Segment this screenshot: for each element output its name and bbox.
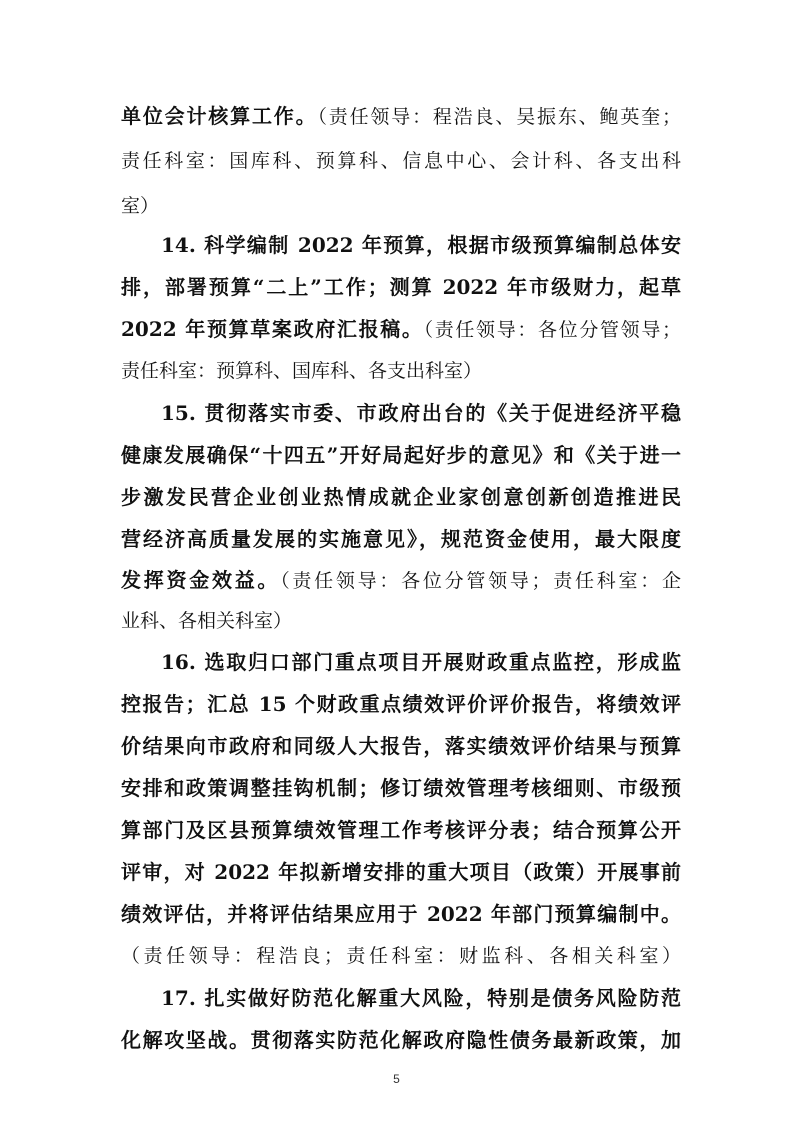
paragraph-15-responsibility: （责任领导：各位分管领导；责任科室：企 bbox=[280, 570, 681, 592]
paragraph-17-line-2: 化解攻坚战。贯彻落实防范化解政府隐性债务最新政策，加 bbox=[121, 1028, 681, 1052]
paragraph-13-line-2: 责任科室：国库科、预算科、信息中心、会计科、各支出科 bbox=[121, 150, 681, 172]
paragraph-15-line-5 bbox=[121, 564, 681, 596]
paragraph-14-line-2: 排，部署预算“二上”工作；测算 2022 年市级财力，起草 bbox=[121, 275, 681, 299]
paragraph-16-line-7: 绩效评估，并将评估结果应用于 2022 年部门预算编制中。 bbox=[121, 902, 681, 926]
paragraph-13-line-3: 室） bbox=[121, 195, 160, 217]
paragraph-14-line-4: 责任科室：预算科、国库科、各支出科室） bbox=[121, 360, 483, 382]
paragraph-16-line-5: 算部门及区县预算绩效管理工作考核评分表；结合预算公开 bbox=[121, 818, 681, 842]
paragraph-13-responsibility: （责任领导：程浩良、吴振东、鲍英奎； bbox=[317, 106, 681, 128]
paragraph-13-bold-text: 单位会计核算工作。 bbox=[121, 104, 318, 128]
paragraph-16-line-6: 评审，对 2022 年拟新增安排的重大项目（政策）开展事前 bbox=[121, 860, 681, 884]
paragraph-15-line-3: 步激发民营企业创业热情成就企业家创意创新创造推进民 bbox=[121, 485, 681, 509]
paragraph-14-bold-text: 2022 年预算草案政府汇报稿。 bbox=[121, 317, 424, 341]
paragraph-15-line-1: 15. 贯彻落实市委、市政府出台的《关于促进经济平稳 bbox=[161, 401, 681, 425]
paragraph-16-line-1: 16. 选取归口部门重点项目开展财政重点监控，形成监 bbox=[161, 650, 681, 674]
paragraph-13-line-1 bbox=[121, 100, 681, 132]
paragraph-16-line-4: 安排和政策调整挂钩机制；修订绩效管理考核细则、市级预 bbox=[121, 776, 681, 800]
page-number: 5 bbox=[393, 1072, 400, 1086]
paragraph-15-line-6: 业科、各相关科室） bbox=[121, 610, 293, 632]
paragraph-14-line-3 bbox=[121, 313, 681, 345]
paragraph-16-line-3: 价结果向市政府和同级人大报告，落实绩效评价结果与预算 bbox=[121, 734, 681, 758]
paragraph-15-bold-text: 发挥资金效益。 bbox=[121, 568, 281, 592]
paragraph-16-line-2: 控报告；汇总 15 个财政重点绩效评价评价报告，将绩效评 bbox=[121, 692, 681, 716]
paragraph-15-line-2: 健康发展确保“十四五”开好局起好步的意见》和《关于进一 bbox=[121, 443, 681, 467]
paragraph-14-responsibility: （责任领导：各位分管领导； bbox=[423, 319, 681, 341]
paragraph-15-line-4: 营经济高质量发展的实施意见》，规范资金使用，最大限度 bbox=[121, 527, 681, 551]
paragraph-14-line-1: 14. 科学编制 2022 年预算，根据市级预算编制总体安 bbox=[161, 233, 681, 257]
paragraph-17-line-1: 17. 扎实做好防范化解重大风险，特别是债务风险防范 bbox=[161, 986, 681, 1010]
paragraph-16-line-8: （责任领导：程浩良；责任科室：财监科、各相关科室） bbox=[121, 945, 681, 967]
